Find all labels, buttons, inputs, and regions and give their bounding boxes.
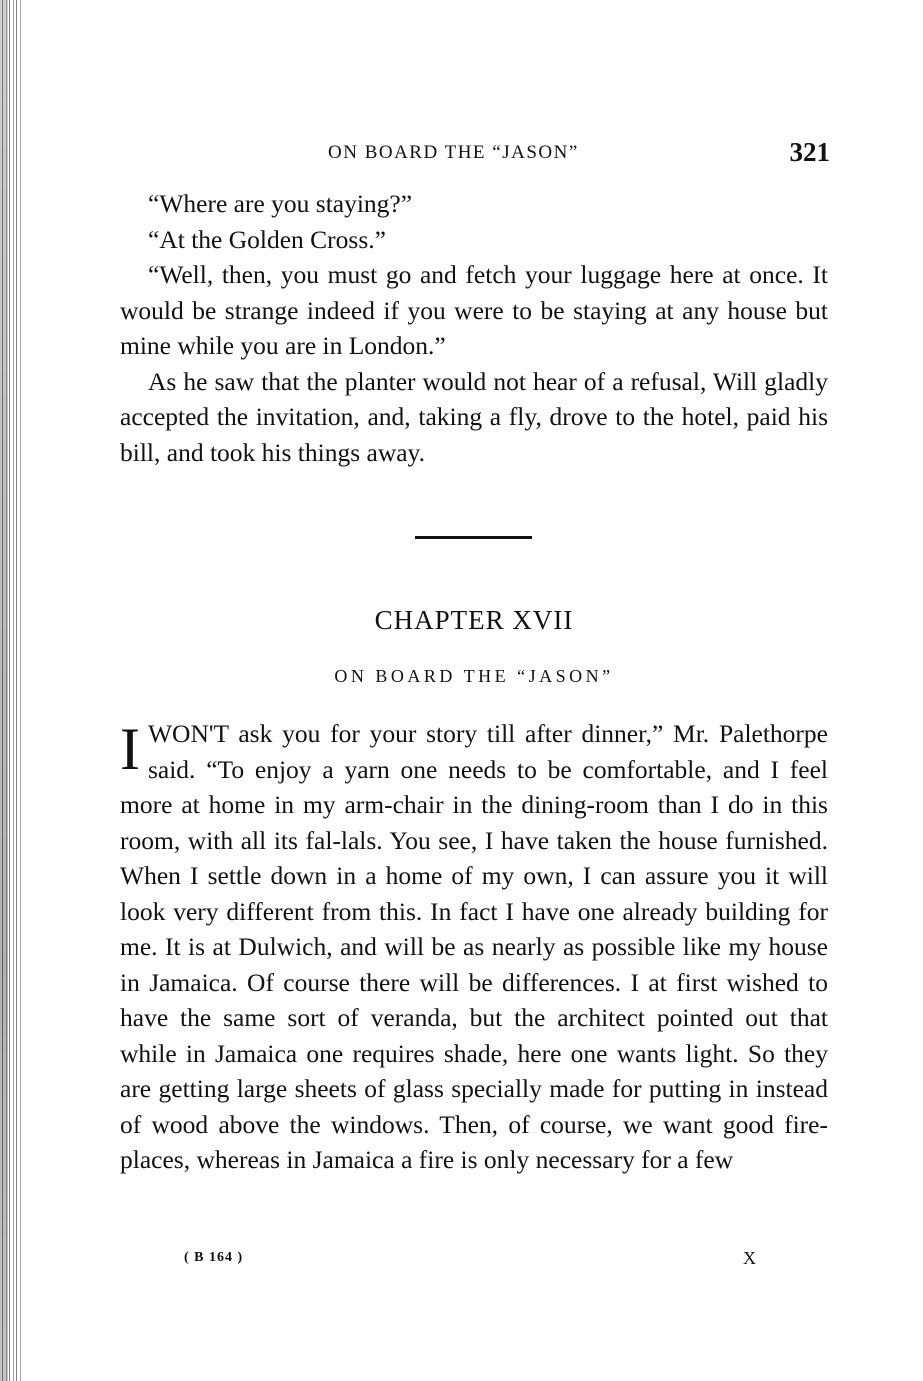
chapter-subtitle: ON BOARD THE “JASON” bbox=[334, 666, 614, 686]
paragraph: “Well, then, you must go and fetch your luggage here at once. It would be strange indeed if you were to be staying at any house but mine while you are in London.” bbox=[120, 260, 828, 360]
section-divider-rule bbox=[415, 536, 532, 539]
page-number: 321 bbox=[789, 137, 830, 167]
page-binding-shadow bbox=[0, 0, 8, 1381]
chapter-opening-paragraph bbox=[120, 716, 828, 1178]
printer-signature: ( B 164 ) bbox=[184, 1250, 244, 1265]
running-header bbox=[120, 137, 830, 167]
paragraph: As he saw that the planter would not hear of a refusal, Will gladly accepted the invitation, and, taking a fly, drove to the hotel, paid his bill, and took his things away. bbox=[120, 366, 828, 467]
drop-cap: I bbox=[120, 716, 140, 782]
signature-mark: X bbox=[743, 1248, 756, 1268]
paragraph: “At the Golden Cross.” bbox=[148, 224, 386, 254]
top-text-block bbox=[120, 186, 828, 470]
page-footer bbox=[120, 1250, 830, 1272]
paragraph: “Where are you staying?” bbox=[148, 189, 413, 218]
chapter-opening-text: WON'T ask you for your story till after dinner,” Mr. Palethorpe said. “To enjoy a yarn one needs to be comfortable, and I feel more at home in my arm-chair in the dining-room than I do in this room, with all its fal-lals. You see, I have taken the house furnished. When I settle down in a home of my own, I can assure you it will look very different from this. In fact I have one already building for me. It is at Dulwich, and will be as nearly as possible like my house in Jamaica. Of course there will be differences. I at first wished to have the same sort of veranda, but the architect pointed out that while in Jamaica one requires shade, here one wants light. So they are getting large sheets of glass specially made for putting in instead of wood above the windows. Then, of course, we want good fire-places, whereas in Jamaica a fire is only necessary for a few bbox=[120, 719, 828, 1174]
chapter-title: CHAPTER XVII bbox=[374, 605, 574, 635]
running-title: ON BOARD THE “JASON” bbox=[328, 142, 579, 163]
chapter-text-block bbox=[120, 716, 828, 1178]
